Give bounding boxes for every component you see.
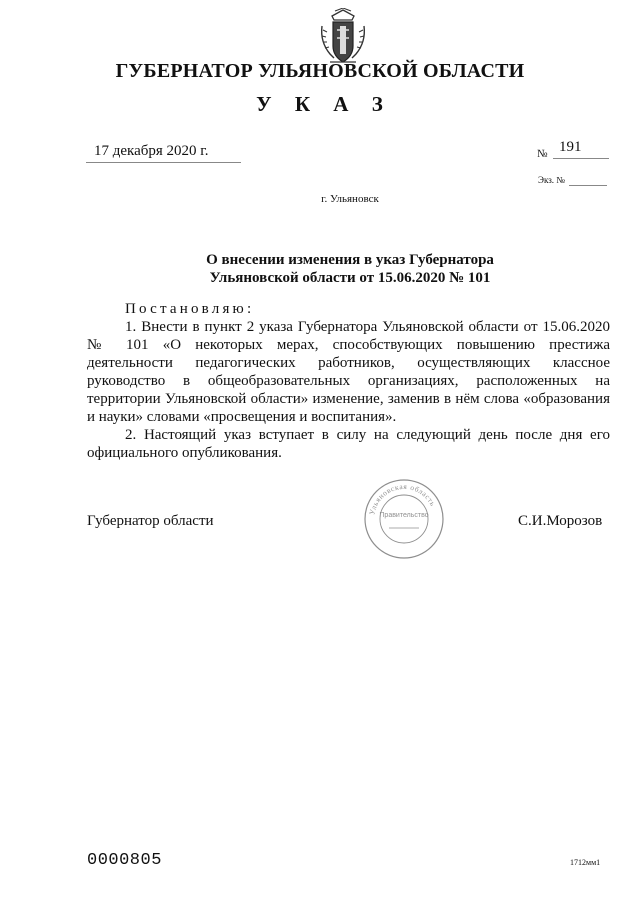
document-type: У К А З <box>256 92 392 116</box>
city-name: г. Ульяновск <box>321 193 379 205</box>
decree-item-2: 2. Настоящий указ вступает в силу на следующий день после дня его официального опубликования. <box>87 427 610 461</box>
number-underline <box>553 158 609 159</box>
copy-number-underline <box>569 185 607 186</box>
official-stamp <box>363 478 445 560</box>
print-code: 1712мм1 <box>570 858 601 867</box>
heading-line-2: Ульяновской области от 15.06.2020 № 101 <box>209 270 491 286</box>
signer-name: С.И.Морозов <box>518 513 603 529</box>
copy-number-label: Экз. № <box>538 175 565 185</box>
document-date: 17 декабря 2020 г. <box>94 143 209 159</box>
date-underline <box>86 162 241 163</box>
heading-line-1: О внесении изменения в указ Губернатора <box>206 252 494 268</box>
stamp-outer-text: Ульяновская область <box>367 481 438 516</box>
signer-title: Губернатор области <box>87 513 214 529</box>
document-body <box>87 300 610 462</box>
decree-item-1: 1. Внести в пункт 2 указа Губернатора Ульяновской области от 15.06.2020 № 101 «О некоторых мерах, способствующих повышению престижа деятельности педагогических работников, осуществляющих классное руководство в общеобразовательных организациях, расположенных на территории Ульяновской области» изменение, заменив в нём слова «образования и науки» словами «просвещения и воспитания». <box>87 319 610 425</box>
form-registration-number: 0000805 <box>87 851 162 870</box>
document-number: 191 <box>559 139 582 155</box>
stamp-inner-text: Правительство <box>379 512 429 519</box>
issuer-title: ГУБЕРНАТОР УЛЬЯНОВСКОЙ ОБЛАСТИ <box>115 60 525 82</box>
decree-lead: Постановляю: <box>125 301 255 317</box>
document-heading <box>0 251 640 287</box>
number-symbol: № <box>537 148 548 160</box>
coat-of-arms-emblem <box>318 8 368 66</box>
